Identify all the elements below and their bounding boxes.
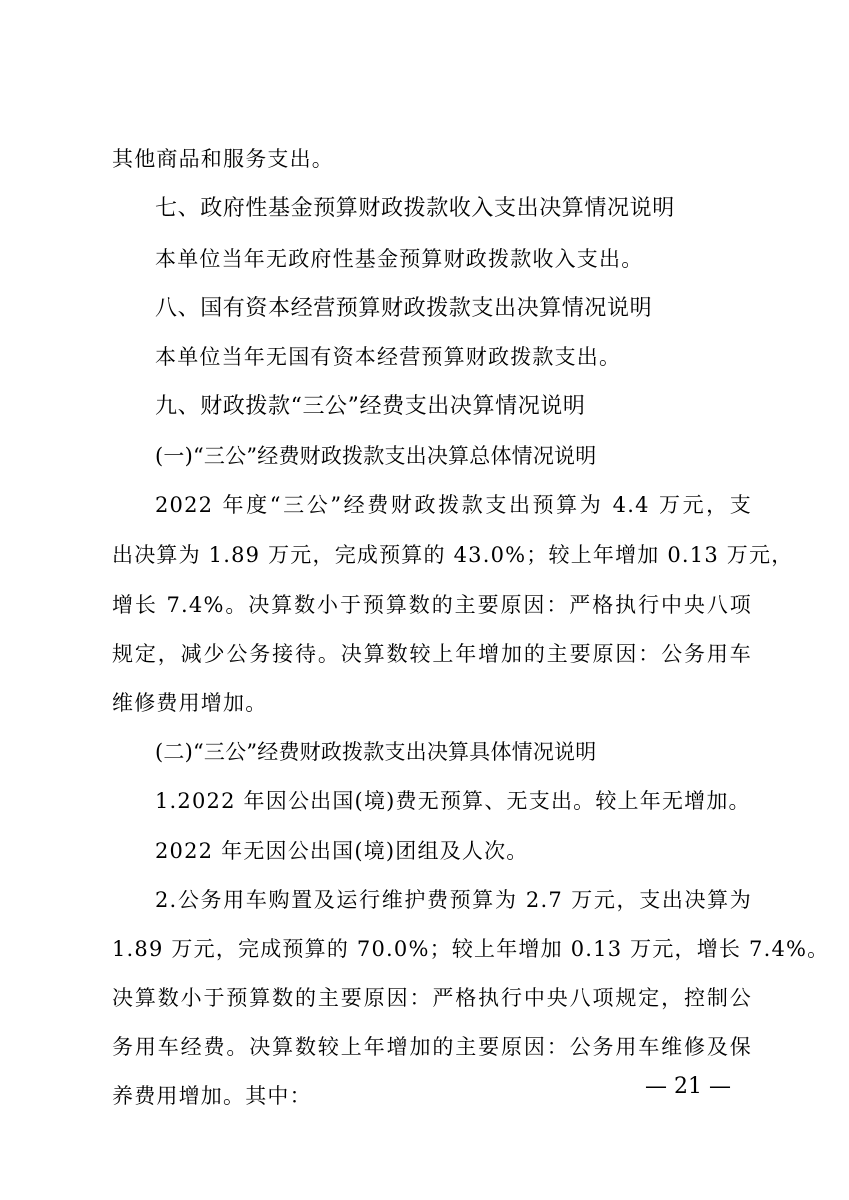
paragraph-line: 2.公务用车购置及运行维护费预算为 2.7 万元，支出决算为	[155, 888, 752, 912]
subsection-heading-1: (一)“三公”经费财政拨款支出决算总体情况说明	[155, 444, 597, 468]
section-heading-8: 八、国有资本经营预算财政拨款支出决算情况说明	[155, 296, 653, 321]
paragraph-line: 其他商品和服务支出。	[112, 147, 334, 171]
section-heading-9: 九、财政拨款“三公”经费支出决算情况说明	[155, 394, 586, 419]
paragraph-line: 2022 年度“三公”经费财政拨款支出预算为 4.4 万元，支	[155, 493, 752, 517]
paragraph-line: 维修费用增加。	[112, 691, 268, 715]
paragraph-line: 出决算为 1.89 万元，完成预算的 43.0%；较上年增加 0.13 万元，	[112, 543, 794, 567]
paragraph-line: 决算数小于预算数的主要原因：严格执行中央八项规定，控制公	[112, 986, 752, 1010]
section-heading-7: 七、政府性基金预算财政拨款收入支出决算情况说明	[155, 196, 675, 221]
paragraph-line: 养费用增加。其中：	[112, 1084, 312, 1108]
paragraph-line: 1.2022 年因公出国(境)费无预算、无支出。较上年无增加。	[155, 789, 751, 813]
paragraph-line: 增长 7.4%。决算数小于预算数的主要原因：严格执行中央八项	[112, 593, 752, 617]
paragraph-line: 1.89 万元，完成预算的 70.0%；较上年增加 0.13 万元，增长 7.4%。	[112, 937, 830, 961]
subsection-heading-2: (二)“三公”经费财政拨款支出决算具体情况说明	[155, 740, 597, 764]
paragraph-line: 2022 年无因公出国(境)团组及人次。	[155, 839, 529, 863]
paragraph-line: 务用车经费。决算数较上年增加的主要原因：公务用车维修及保	[112, 1035, 752, 1059]
page-number: — 21 —	[645, 1074, 731, 1099]
paragraph-line: 本单位当年无国有资本经营预算财政拨款支出。	[155, 345, 622, 369]
paragraph-line: 本单位当年无政府性基金预算财政拨款收入支出。	[155, 247, 644, 271]
paragraph-line: 规定，减少公务接待。决算数较上年增加的主要原因：公务用车	[112, 642, 752, 666]
